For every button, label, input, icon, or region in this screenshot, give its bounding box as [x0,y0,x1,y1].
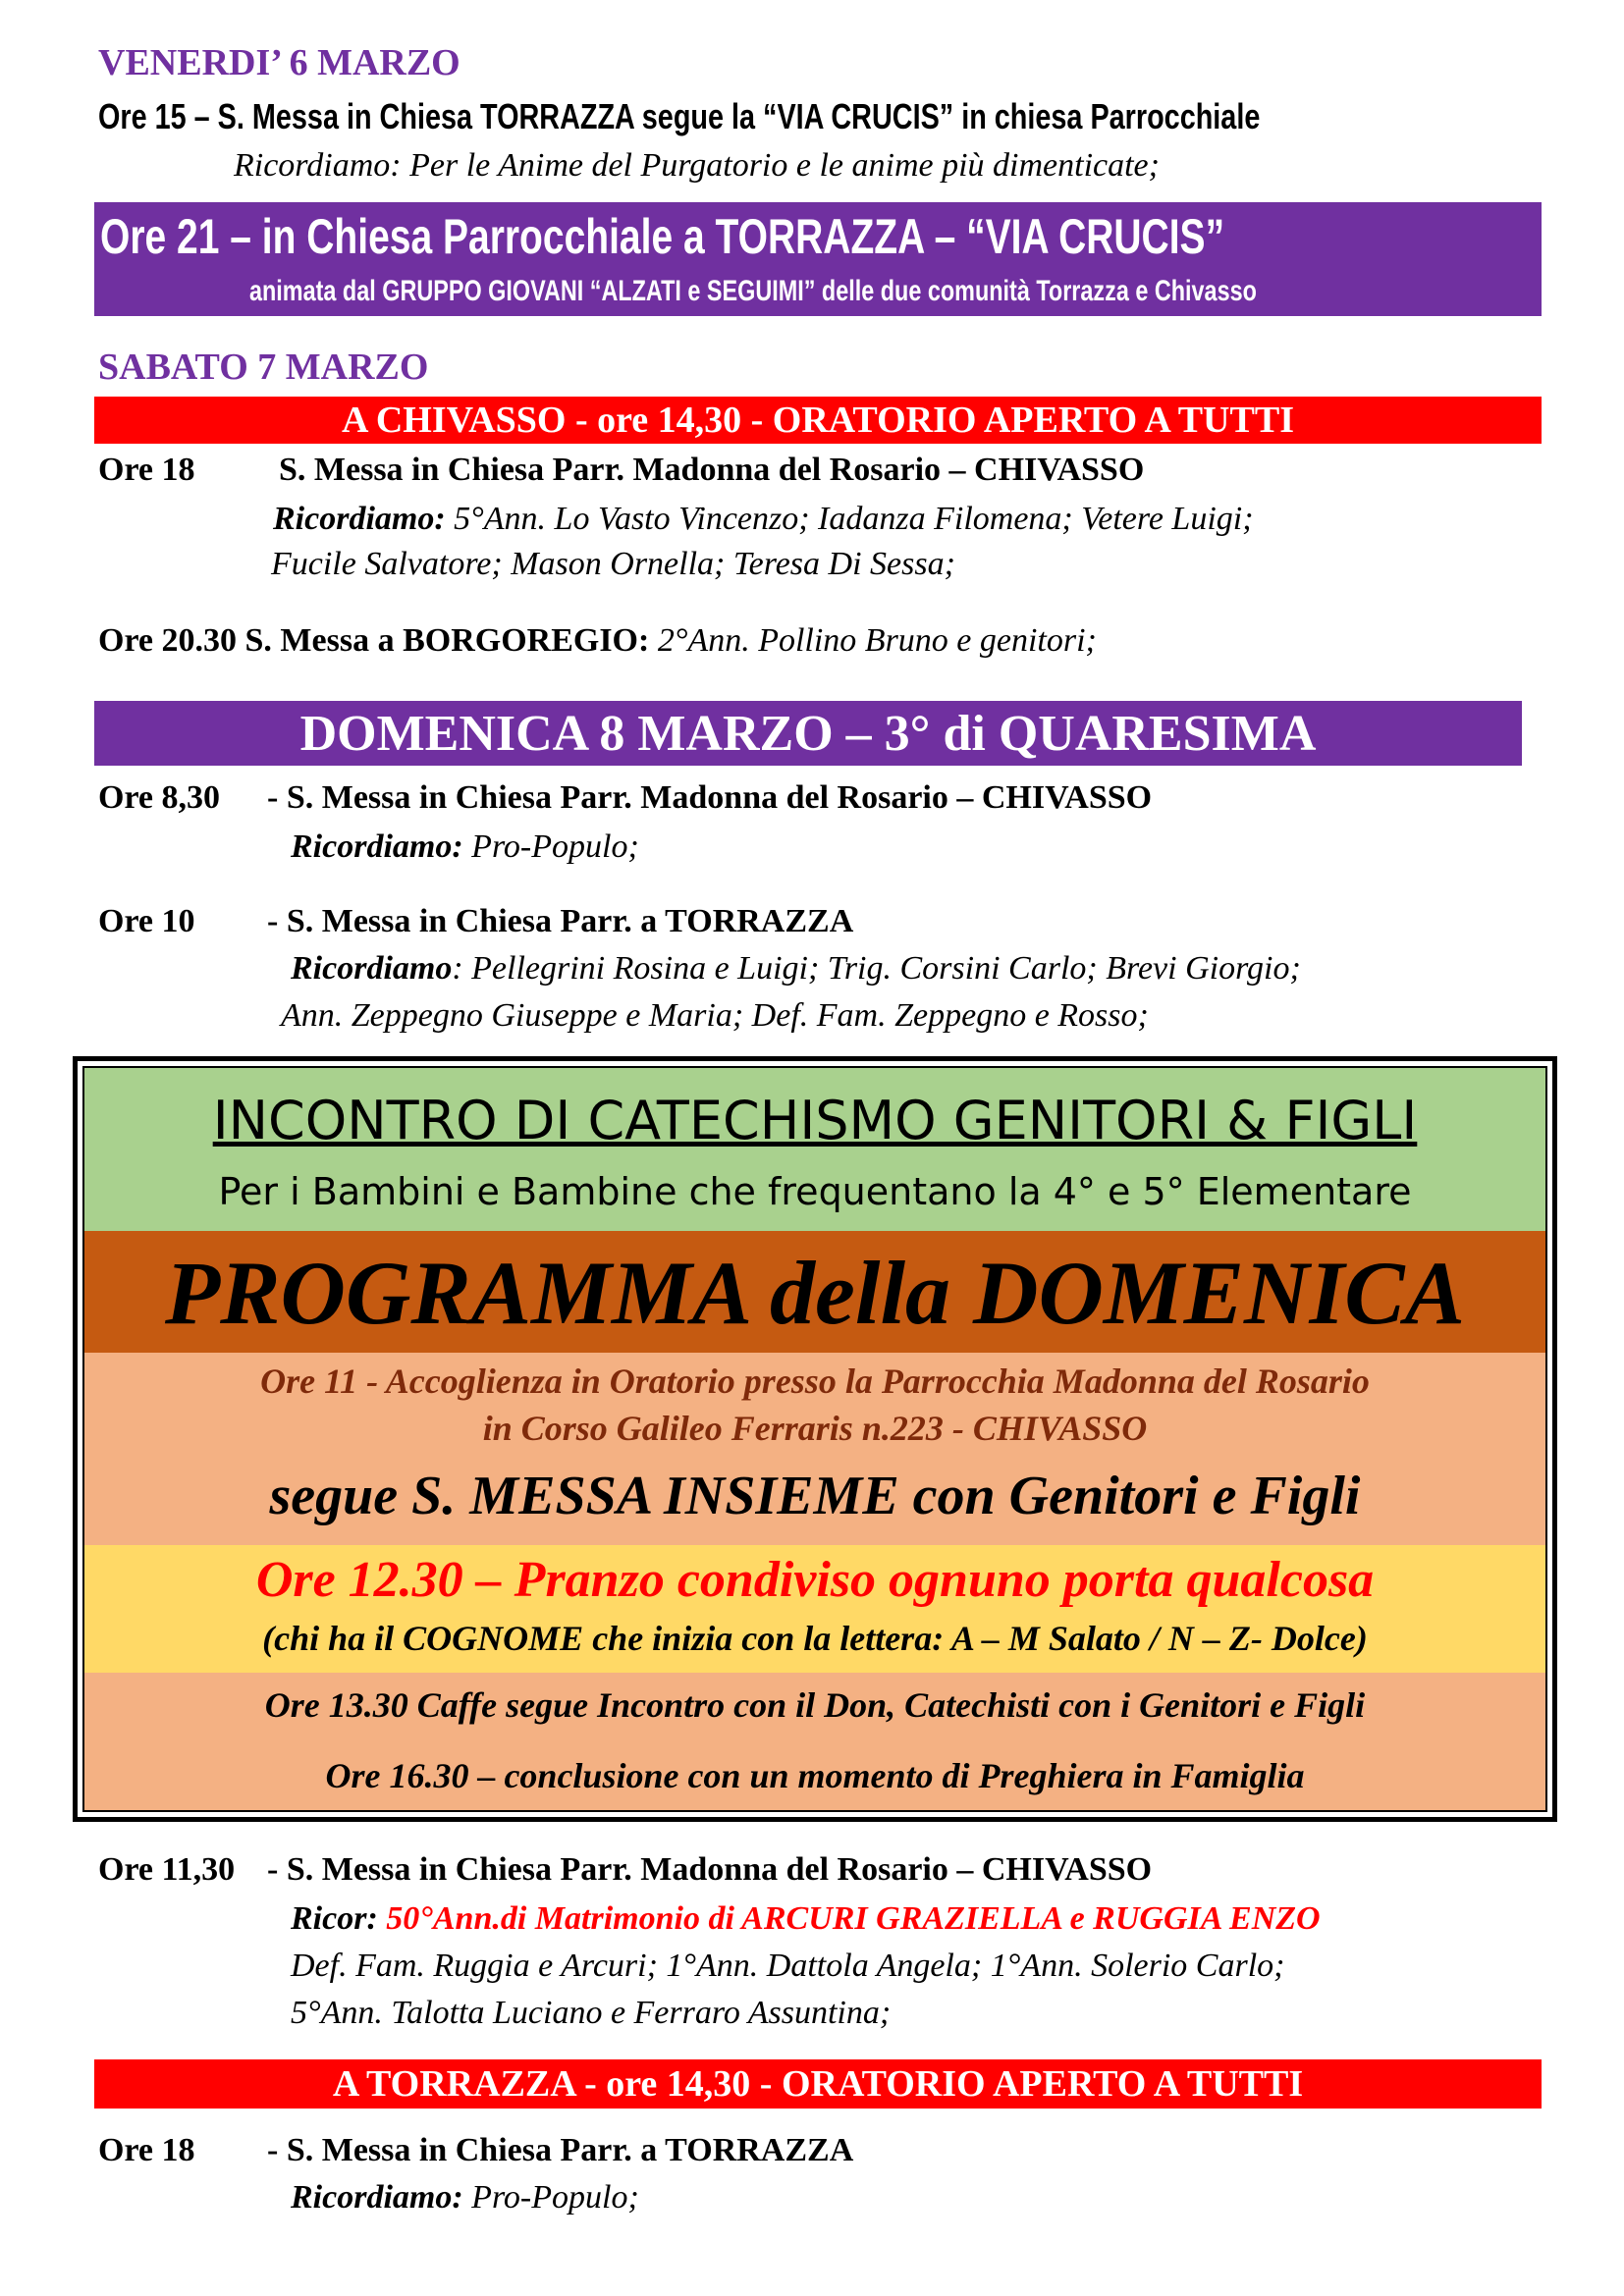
sunday-m4-ric: Ricordiamo: Pro-Populo; [291,2179,639,2216]
program-p5: (chi ha il COGNOME che inizia con la lettera: A – M Salato / N – Z- Dolce) [262,1619,1368,1658]
catechism-box-inner [82,1066,1547,1812]
friday-line1: Ore 15 – S. Messa in Chiesa TORRAZZA segue la “VIA CRUCIS” in chiesa Parrocchiale [98,96,1261,136]
catechism-subtitle: Per i Bambini e Bambine che frequentano la 4° e 5° Elementare [218,1170,1412,1213]
sunday-banner [94,701,1522,766]
sunday-m4-time: Ore 18 [98,2132,195,2168]
saturday-mass1-text: S. Messa in Chiesa Parr. Madonna del Rosario – CHIVASSO [279,452,1145,488]
sunday-m1-ric: Ricordiamo: Pro-Populo; [291,828,639,865]
sunday-m4-text: - S. Messa in Chiesa Parr. a TORRAZZA [267,2132,854,2168]
program-p3: segue S. MESSA INSIEME con Genitori e Figli [269,1466,1361,1526]
saturday-mass1-time: Ore 18 [98,452,195,488]
sunday-m2-ric2: Ann. Zeppegno Giuseppe e Maria; Def. Fam. Zeppegno e Rosso; [281,997,1149,1034]
friday-banner-sub: animata dal GRUPPO GIOVANI “ALZATI e SEGUIMI” delle due comunità Torrazza e Chivasso [249,275,1257,307]
saturday-heading: SABATO 7 MARZO [98,347,429,388]
sunday-oratorio-text: A TORRAZZA - ore 14,30 - ORATORIO APERTO A TUTTI [332,2063,1304,2105]
program-title: PROGRAMMA della DOMENICA [164,1243,1466,1343]
friday-banner [94,202,1542,316]
sunday-m3-ric2: Def. Fam. Ruggia e Arcuri; 1°Ann. Dattola Angela; 1°Ann. Solerio Carlo; [291,1948,1285,1984]
sunday-m3-ric3: 5°Ann. Talotta Luciano e Ferraro Assuntina; [291,1995,892,2031]
sunday-banner-text: DOMENICA 8 MARZO – 3° di QUARESIMA [299,706,1317,762]
sunday-m1-text: - S. Messa in Chiesa Parr. Madonna del Rosario – CHIVASSO [267,779,1153,816]
program-p2: in Corso Galileo Ferraris n.223 - CHIVASSO [482,1409,1148,1448]
saturday-oratorio-text: A CHIVASSO - ore 14,30 - ORATORIO APERTO A TUTTI [342,400,1294,441]
program-p6: Ore 13.30 Caffe segue Incontro con il Don, Catechisti con i Genitori e Figli [264,1685,1366,1725]
sunday-m2-ric: Ricordiamo: Pellegrini Rosina e Luigi; Trig. Corsini Carlo; Brevi Giorgio; [291,950,1301,987]
program-p1: Ore 11 - Accoglienza in Oratorio presso la Parrocchia Madonna del Rosario [260,1362,1370,1401]
catechism-title: INCONTRO DI CATECHISMO GENITORI & FIGLI [212,1090,1418,1151]
friday-line2: Ricordiamo: Per le Anime del Purgatorio e le anime più dimenticate; [234,147,1160,184]
sunday-m3-ric: Ricor: 50°Ann.di Matrimonio di ARCURI GRAZIELLA e RUGGIA ENZO [291,1900,1321,1937]
sunday-m2-text: - S. Messa in Chiesa Parr. a TORRAZZA [267,903,854,939]
program-p7: Ore 16.30 – conclusione con un momento di Preghiera in Famiglia [325,1756,1305,1795]
sunday-oratorio-banner [94,2059,1542,2109]
sunday-m3-time: Ore 11,30 [98,1851,236,1888]
saturday-mass2: Ore 20.30 S. Messa a BORGOREGIO: 2°Ann. Pollino Bruno e genitori; [98,622,1097,659]
saturday-mass1-ric: Ricordiamo: 5°Ann. Lo Vasto Vincenzo; Iadanza Filomena; Vetere Luigi; [273,501,1254,537]
friday-heading: VENERDI’ 6 MARZO [98,42,460,83]
saturday-oratorio-banner [94,397,1542,444]
friday-banner-title: Ore 21 – in Chiesa Parrocchiale a TORRAZZA – “VIA CRUCIS” [100,209,1225,264]
sunday-m2-time: Ore 10 [98,903,195,939]
program-p4: Ore 12.30 – Pranzo condiviso ognuno porta qualcosa [255,1552,1375,1608]
saturday-mass1-ric2: Fucile Salvatore; Mason Ornella; Teresa Di Sessa; [271,546,955,582]
sunday-m3-text: - S. Messa in Chiesa Parr. Madonna del Rosario – CHIVASSO [267,1851,1153,1888]
sunday-m1-time: Ore 8,30 [98,779,221,816]
